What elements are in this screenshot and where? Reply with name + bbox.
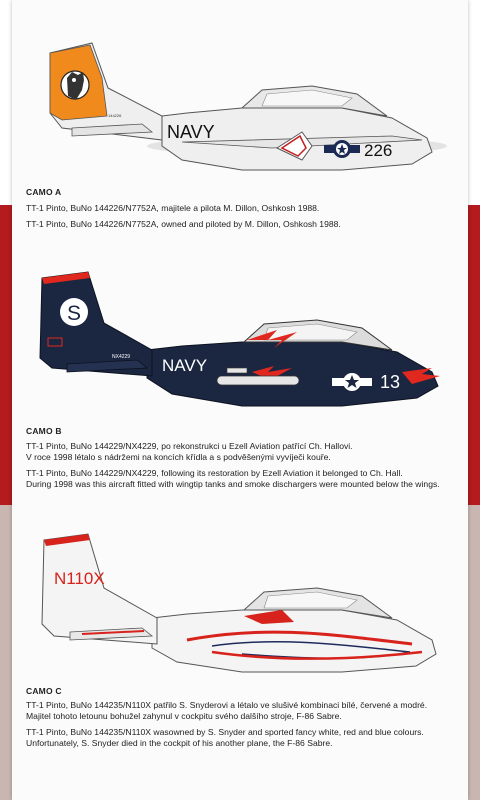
camo-c-title: CAMO C	[26, 686, 62, 696]
camo-b-title: CAMO B	[26, 426, 62, 436]
camo-b-tail-letter: S	[66, 302, 82, 325]
decal-sheet	[12, 0, 468, 800]
camo-b-caption-en-1: TT-1 Pinto, BuNo 144229/NX4229, following its restoration by Ezell Aviation it belonged to Ch. Hall.	[26, 468, 403, 478]
camo-a-nose-number: 226	[364, 141, 393, 160]
camo-b-caption-cz-2: V roce 1998 létalo s nádržemi na koncích křídla a s podvěšenými vyvíječi kouře.	[26, 452, 331, 462]
camo-b-nose-number: 13	[380, 372, 401, 392]
camo-a-caption	[26, 203, 456, 230]
camo-c-caption-cz-1: TT-1 Pinto, BuNo 144235/N110X patřilo S. Snyderovi a létalo ve slušivé kombinaci bílé, červené a modré.	[26, 700, 428, 710]
camo-b-caption-en-2: During 1998 was this aircraft fitted with wingtip tanks and smoke dischargers were mounted below the wings.	[26, 479, 440, 489]
camo-a-title: CAMO A	[26, 187, 62, 197]
camo-b-caption-cz-1: TT-1 Pinto, BuNo 144229/NX4229, po rekonstrukci u Ezell Aviation patřící Ch. Hallovi.	[26, 441, 353, 451]
camo-b-navy-text: NAVY	[162, 356, 208, 375]
camo-a-navy-text: NAVY	[167, 122, 215, 142]
camo-a-caption-en: TT-1 Pinto, BuNo 144226/N7752A, owned and piloted by M. Dillon, Oshkosh 1988.	[26, 219, 341, 229]
camo-c-caption-en-2: Unfortunately, S. Snyder died in the cockpit of his another plane, the F-86 Sabre.	[26, 738, 333, 748]
camo-a-aircraft	[12, 28, 468, 188]
camo-c-caption-en-1: TT-1 Pinto, BuNo 144235/N110X wasowned by S. Snyder and sported fancy white, red and blue colours.	[26, 727, 424, 737]
camo-b-caption	[26, 441, 456, 490]
camo-c-caption	[26, 700, 456, 749]
camo-b-serial: NX4229	[112, 354, 131, 360]
camo-a-caption-cz: TT-1 Pinto, BuNo 144226/N7752A, majitele a pilota M. Dillon, Oshkosh 1988.	[26, 203, 320, 213]
camo-c-tail-text: N110X	[54, 569, 105, 588]
camo-a-serial: 144226	[108, 113, 122, 118]
camo-c-caption-cz-2: Majitel tohoto letounu bohužel zahynul v cockpitu svého dalšího stroje, F-86 Sabre.	[26, 711, 342, 721]
camo-b-aircraft	[12, 268, 468, 418]
camo-c-aircraft	[12, 528, 468, 678]
